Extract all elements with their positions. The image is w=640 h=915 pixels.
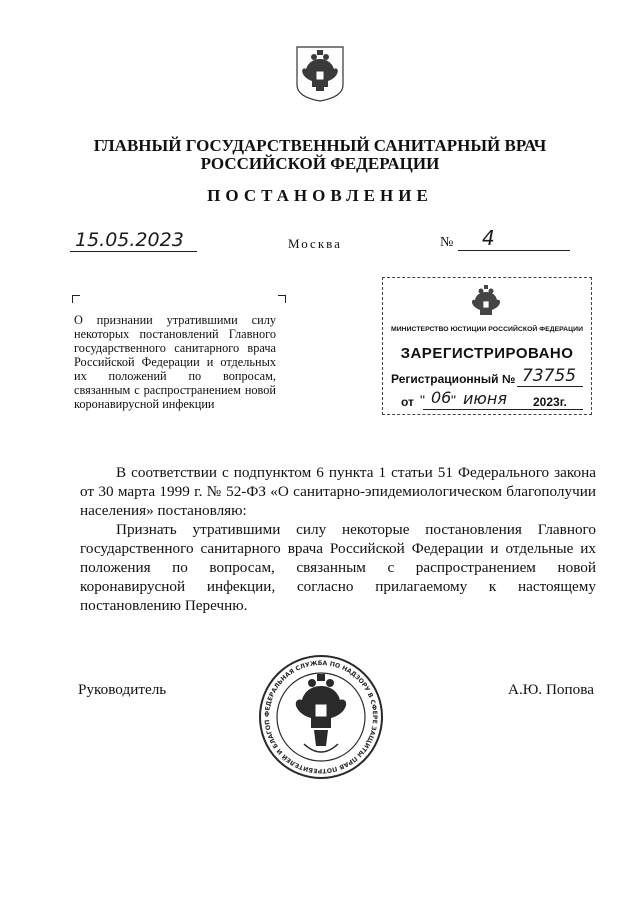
stamp-date-underline (423, 409, 583, 410)
signer-title: Руководитель (78, 681, 167, 698)
date-underline (70, 251, 197, 252)
official-seal (256, 652, 386, 782)
issuer-title-line2: РОССИЙСКОЙ ФЕДЕРАЦИИ (200, 154, 440, 173)
stamp-number-underline (517, 386, 583, 387)
stamp-ministry: МИНИСТЕРСТВО ЮСТИЦИИ РОССИЙСКОЙ ФЕДЕРАЦИИ (390, 326, 584, 333)
city-label: Москва (288, 236, 342, 251)
stamp-quote-open: " (420, 392, 425, 408)
document-number: 4 (482, 226, 495, 250)
stamp-reg-number: 73755 (522, 366, 577, 386)
stamp-emblem-icon (467, 284, 505, 320)
coat-of-arms-emblem (295, 45, 345, 103)
stamp-month: июня (463, 389, 507, 408)
number-label: № (440, 235, 454, 250)
stamp-reg-number-label: Регистрационный № (391, 372, 516, 386)
subject-bracket-right (278, 295, 286, 303)
issuer-title-line1: ГЛАВНЫЙ ГОСУДАРСТВЕННЫЙ САНИТАРНЫЙ ВРАЧ (93, 136, 547, 155)
seal-eagle-icon (296, 674, 346, 752)
number-underline (458, 250, 570, 251)
body-paragraph-1: В соответствии с подпунктом 6 пункта 1 статьи 51 Федерального закона от 30 марта 1999 г. № 52-ФЗ «О санитарно-эпидемиологическом благополучии населения» постановляю: (80, 464, 596, 519)
document-subject: О признании утратившими силу некоторых постановлений Главного государственного санитарного врача Российской Федерации и отдельных их положений по вопросам, связанным с распространением новой коронавирусной инфекции (74, 313, 276, 411)
document-type-title: ПОСТАНОВЛЕНИЕ (207, 186, 433, 205)
stamp-date-prefix: от (401, 395, 414, 409)
seal-text: ФЕДЕРАЛЬНАЯ СЛУЖБА ПО НАДЗОРУ В СФЕРЕ ЗАЩИТЫ ПРАВ ПОТРЕБИТЕЛЕЙ И БЛАГОП (263, 659, 379, 775)
document-date: 15.05.2023 (75, 229, 184, 251)
registration-stamp (382, 277, 592, 415)
subject-bracket-left (72, 295, 80, 303)
signer-name: А.Ю. Попова (508, 681, 594, 698)
document-body (80, 463, 596, 615)
body-paragraph-2: Признать утратившими силу некоторые постановления Главного государственного санитарного врача Российской Федерации и отдельные их положения по вопросам, связанным с распространением новой коронавирусной инфекции, согласно прилагаемому к настоящему постановлению Перечню. (80, 521, 596, 614)
stamp-year: 2023г. (533, 395, 567, 409)
stamp-quote-close: " (451, 392, 456, 408)
stamp-registered-label: ЗАРЕГИСТРИРОВАНО (400, 345, 574, 362)
stamp-day: 06 (431, 388, 452, 407)
